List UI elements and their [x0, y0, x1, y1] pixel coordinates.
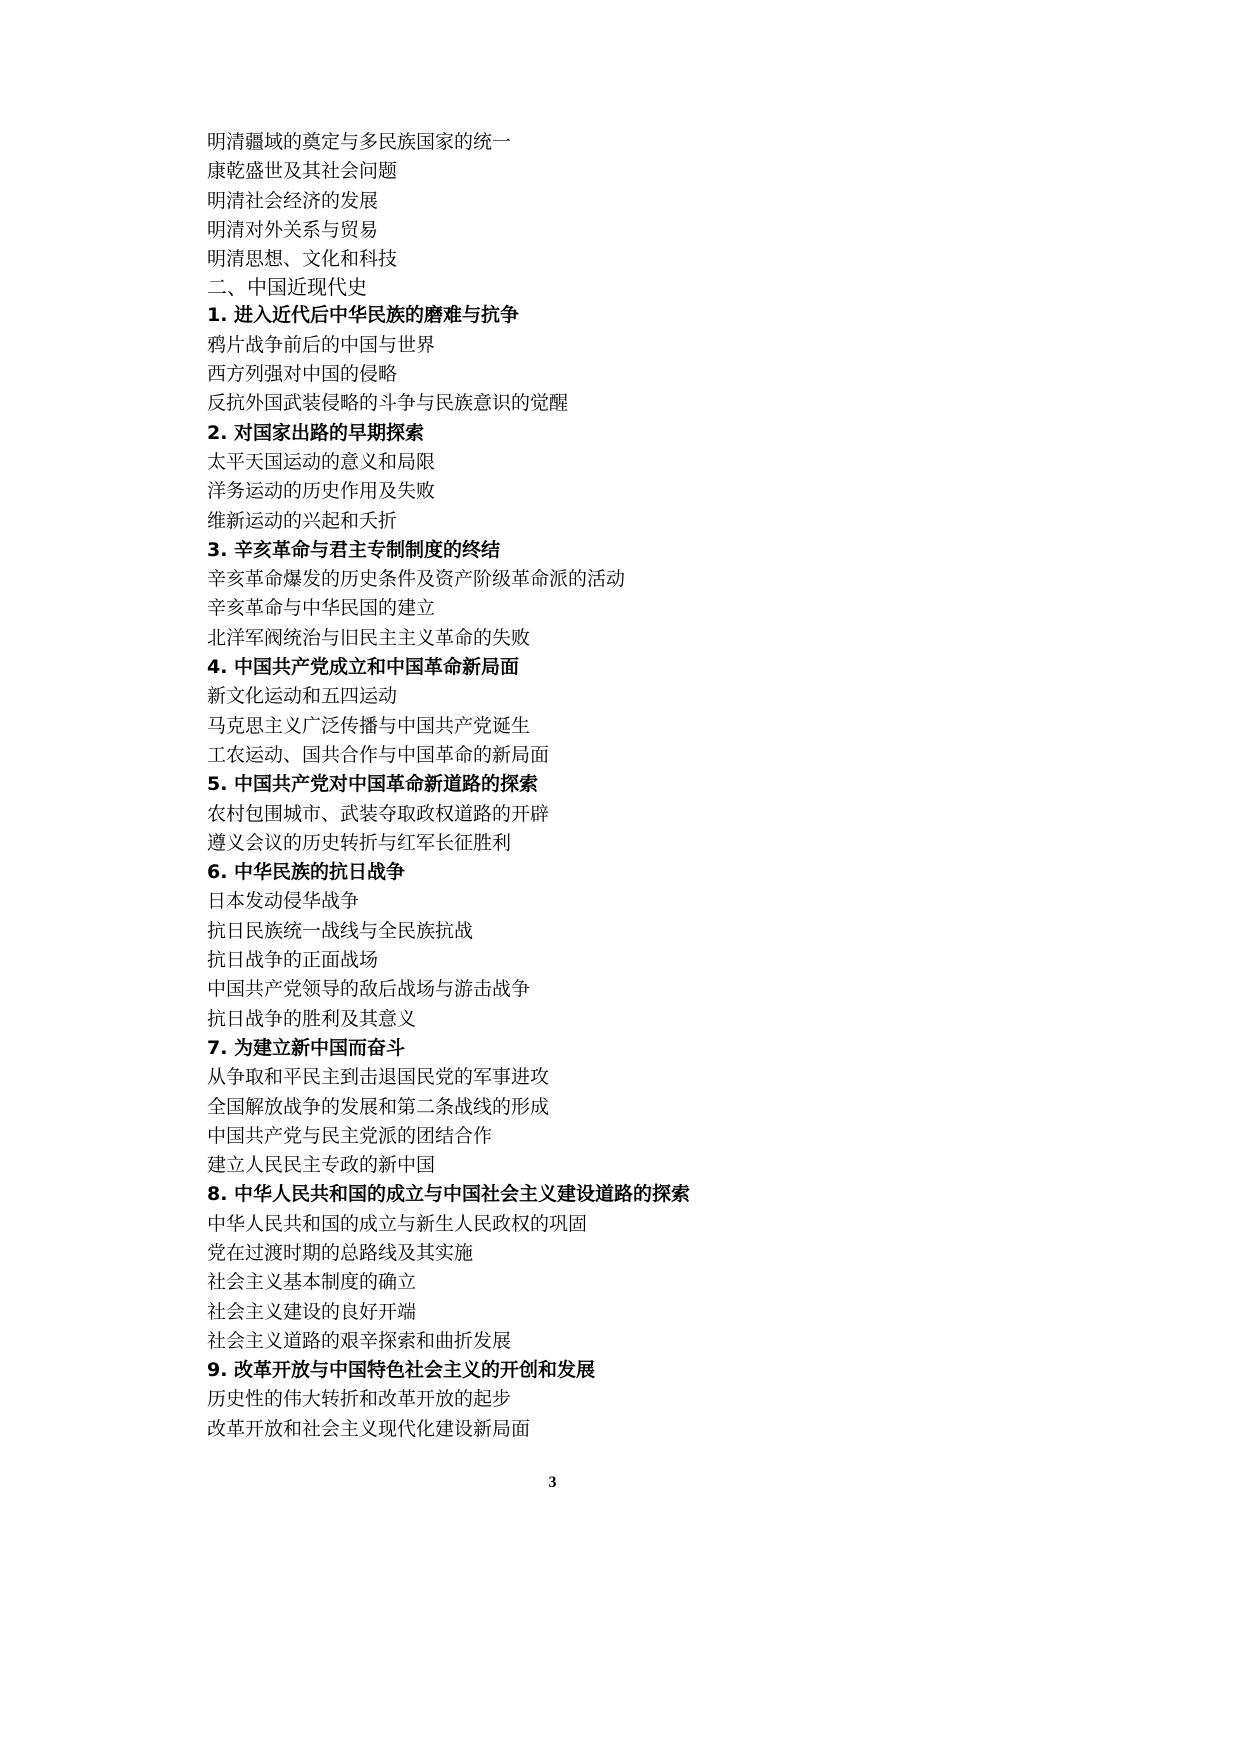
list-item: 抗日战争的胜利及其意义 [207, 1007, 417, 1030]
section-heading: 1. 进入近代后中华民族的磨难与抗争 [207, 304, 520, 327]
list-item: 反抗外国武装侵略的斗争与民族意识的觉醒 [207, 392, 569, 415]
section-heading: 2. 对国家出路的早期探索 [207, 421, 425, 444]
list-item: 西方列强对中国的侵略 [207, 363, 398, 386]
list-item: 康乾盛世及其社会问题 [207, 160, 398, 183]
list-item: 辛亥革命爆发的历史条件及资产阶级革命派的活动 [207, 568, 626, 591]
page-number: 3 [548, 1474, 557, 1491]
section-heading: 5. 中国共产党对中国革命新道路的探索 [207, 773, 539, 796]
list-item: 社会主义建设的良好开端 [207, 1300, 417, 1323]
list-item: 党在过渡时期的总路线及其实施 [207, 1241, 474, 1264]
section-heading: 9. 改革开放与中国特色社会主义的开创和发展 [207, 1359, 596, 1382]
document-body [207, 128, 1107, 1444]
list-item: 中华人民共和国的成立与新生人民政权的巩固 [207, 1212, 588, 1235]
list-item: 遵义会议的历史转折与红军长征胜利 [207, 831, 512, 854]
section-heading: 8. 中华人民共和国的成立与中国社会主义建设道路的探索 [207, 1183, 691, 1206]
list-item: 明清对外关系与贸易 [207, 218, 379, 241]
list-item: 农村包围城市、武装夺取政权道路的开辟 [207, 802, 550, 825]
list-item: 改革开放和社会主义现代化建设新局面 [207, 1417, 531, 1440]
list-item: 鸦片战争前后的中国与世界 [207, 333, 436, 356]
list-item: 明清疆域的奠定与多民族国家的统一 [207, 131, 512, 153]
list-item: 工农运动、国共合作与中国革命的新局面 [207, 743, 550, 766]
list-item: 日本发动侵华战争 [207, 890, 360, 913]
list-item: 洋务运动的历史作用及失败 [207, 480, 436, 503]
list-item: 建立人民民主专政的新中国 [207, 1154, 436, 1177]
list-item: 全国解放战争的发展和第二条战线的形成 [207, 1095, 550, 1118]
section-heading: 4. 中国共产党成立和中国革命新局面 [207, 656, 520, 679]
section-heading: 6. 中华民族的抗日战争 [207, 861, 406, 884]
section-heading: 3. 辛亥革命与君主专制制度的终结 [207, 538, 501, 561]
list-item: 马克思主义广泛传播与中国共产党诞生 [207, 714, 531, 737]
part-heading: 二、中国近现代史 [207, 275, 367, 300]
list-item: 明清思想、文化和科技 [207, 248, 398, 271]
list-item: 历史性的伟大转折和改革开放的起步 [207, 1388, 512, 1411]
list-item: 明清社会经济的发展 [207, 189, 379, 212]
list-item: 中国共产党与民主党派的团结合作 [207, 1124, 493, 1147]
list-item: 抗日民族统一战线与全民族抗战 [207, 919, 474, 942]
section-heading: 7. 为建立新中国而奋斗 [207, 1036, 406, 1059]
list-item: 太平天国运动的意义和局限 [207, 450, 436, 473]
list-item: 社会主义基本制度的确立 [207, 1271, 417, 1294]
list-item: 辛亥革命与中华民国的建立 [207, 597, 436, 620]
list-item: 新文化运动和五四运动 [207, 685, 398, 708]
list-item: 中国共产党领导的敌后战场与游击战争 [207, 978, 531, 1001]
list-item: 从争取和平民主到击退国民党的军事进攻 [207, 1066, 550, 1089]
list-item: 北洋军阀统治与旧民主主义革命的失败 [207, 626, 531, 649]
list-item: 抗日战争的正面战场 [207, 949, 379, 972]
list-item: 社会主义道路的艰辛探索和曲折发展 [207, 1329, 512, 1352]
list-item: 维新运动的兴起和夭折 [207, 509, 398, 532]
